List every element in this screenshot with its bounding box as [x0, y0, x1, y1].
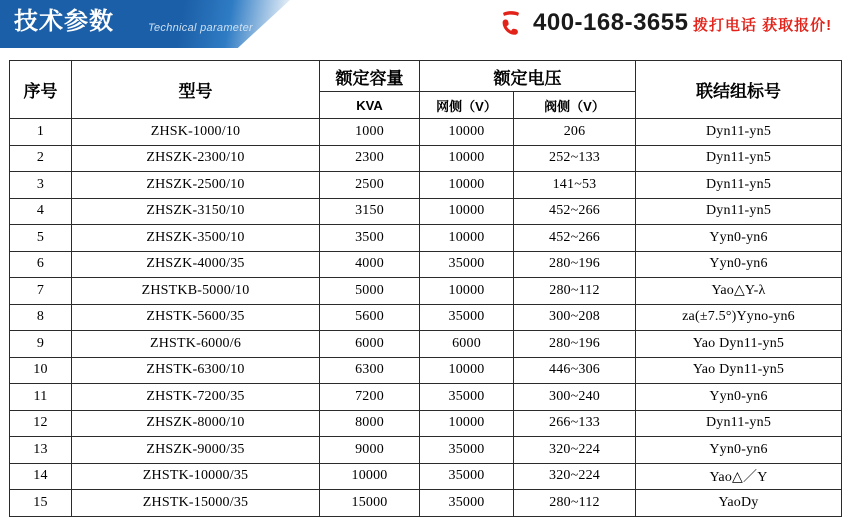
cell-model: ZHSZK-4000/35: [72, 251, 320, 278]
cell-model: ZHSTK-5600/35: [72, 304, 320, 331]
cell-kva: 3500: [320, 225, 420, 252]
cell-voltage-net: 6000: [420, 331, 514, 358]
cell-voltage-net: 10000: [420, 357, 514, 384]
cell-voltage-valve: 446~306: [514, 357, 636, 384]
page-title: 技术参数: [14, 8, 114, 35]
page-header: [0, 0, 850, 48]
table-row: [10, 331, 842, 358]
header-no: 序号: [10, 61, 72, 119]
table-row: [10, 198, 842, 225]
phone-number: 400-168-3655: [533, 9, 689, 36]
cell-voltage-net: 35000: [420, 384, 514, 411]
cell-voltage-valve: 320~224: [514, 437, 636, 464]
cell-group: Yao Dyn11-yn5: [636, 331, 842, 358]
cell-kva: 3150: [320, 198, 420, 225]
cell-voltage-valve: 280~196: [514, 331, 636, 358]
telephone-icon: [497, 10, 525, 36]
cell-model: ZHSZK-8000/10: [72, 410, 320, 437]
cell-group: Dyn11-yn5: [636, 172, 842, 199]
cell-kva: 6000: [320, 331, 420, 358]
cell-model: ZHSTK-7200/35: [72, 384, 320, 411]
cell-no: 7: [10, 278, 72, 305]
cell-voltage-net: 10000: [420, 172, 514, 199]
cell-model: ZHSZK-2500/10: [72, 172, 320, 199]
cell-no: 3: [10, 172, 72, 199]
page-subtitle: Technical parameter: [148, 22, 253, 34]
cell-no: 5: [10, 225, 72, 252]
cell-group: Yyn0-yn6: [636, 437, 842, 464]
table-row: [10, 251, 842, 278]
table-row: [10, 278, 842, 305]
cell-voltage-valve: 300~208: [514, 304, 636, 331]
table-body: [10, 119, 842, 517]
cell-group: Yyn0-yn6: [636, 384, 842, 411]
cell-voltage-valve: 280~112: [514, 490, 636, 517]
header-model: 型号: [72, 61, 320, 119]
cell-kva: 5600: [320, 304, 420, 331]
cell-group: YaoDy: [636, 490, 842, 517]
cell-group: za(±7.5°)Yyno-yn6: [636, 304, 842, 331]
table-row: [10, 304, 842, 331]
header-capacity: 额定容量: [320, 61, 420, 92]
cell-no: 9: [10, 331, 72, 358]
call-cta-text[interactable]: 拨打电话 获取报价!: [693, 17, 833, 34]
cell-group: Yao Dyn11-yn5: [636, 357, 842, 384]
cell-no: 6: [10, 251, 72, 278]
cell-voltage-valve: 320~224: [514, 463, 636, 490]
cell-group: Dyn11-yn5: [636, 119, 842, 146]
table-header: [10, 61, 842, 119]
cell-model: ZHSK-1000/10: [72, 119, 320, 146]
cell-model: ZHSZK-9000/35: [72, 437, 320, 464]
header-group: 联结组标号: [636, 61, 842, 119]
table-row: [10, 225, 842, 252]
table-header-row-1: [10, 61, 842, 92]
cell-voltage-net: 10000: [420, 119, 514, 146]
cell-no: 8: [10, 304, 72, 331]
cell-voltage-valve: 280~112: [514, 278, 636, 305]
header-voltage-net: 网侧（V）: [420, 92, 514, 119]
cell-no: 13: [10, 437, 72, 464]
cell-voltage-valve: 252~133: [514, 145, 636, 172]
table-row: [10, 384, 842, 411]
cell-kva: 2500: [320, 172, 420, 199]
header-voltage: 额定电压: [420, 61, 636, 92]
cell-voltage-valve: 452~266: [514, 198, 636, 225]
cell-voltage-net: 10000: [420, 145, 514, 172]
cell-group: Yyn0-yn6: [636, 225, 842, 252]
cell-voltage-valve: 141~53: [514, 172, 636, 199]
table-row: [10, 463, 842, 490]
cell-voltage-valve: 266~133: [514, 410, 636, 437]
cell-voltage-net: 10000: [420, 225, 514, 252]
cell-kva: 6300: [320, 357, 420, 384]
cell-kva: 9000: [320, 437, 420, 464]
table-row: [10, 145, 842, 172]
cell-group: Yao△Y-λ: [636, 278, 842, 305]
cell-group: Dyn11-yn5: [636, 410, 842, 437]
cell-no: 2: [10, 145, 72, 172]
cell-kva: 4000: [320, 251, 420, 278]
cell-group: Yyn0-yn6: [636, 251, 842, 278]
spec-table: [9, 60, 842, 517]
cell-voltage-net: 10000: [420, 198, 514, 225]
cell-kva: 7200: [320, 384, 420, 411]
header-capacity-unit: KVA: [320, 92, 420, 119]
cell-kva: 15000: [320, 490, 420, 517]
table-row: [10, 119, 842, 146]
cell-group: Yao△／Y: [636, 463, 842, 490]
cell-group: Dyn11-yn5: [636, 145, 842, 172]
cell-voltage-net: 35000: [420, 437, 514, 464]
table-row: [10, 410, 842, 437]
cell-kva: 2300: [320, 145, 420, 172]
cell-model: ZHSTK-6300/10: [72, 357, 320, 384]
cell-voltage-net: 35000: [420, 490, 514, 517]
cell-model: ZHSTK-10000/35: [72, 463, 320, 490]
table-row: [10, 490, 842, 517]
cell-no: 14: [10, 463, 72, 490]
table-row: [10, 357, 842, 384]
cell-model: ZHSTKB-5000/10: [72, 278, 320, 305]
cell-voltage-net: 35000: [420, 251, 514, 278]
cell-voltage-valve: 300~240: [514, 384, 636, 411]
cell-model: ZHSZK-2300/10: [72, 145, 320, 172]
cell-model: ZHSTK-15000/35: [72, 490, 320, 517]
cell-voltage-net: 35000: [420, 463, 514, 490]
cell-model: ZHSTK-6000/6: [72, 331, 320, 358]
cell-voltage-net: 10000: [420, 410, 514, 437]
cell-kva: 5000: [320, 278, 420, 305]
cell-voltage-valve: 206: [514, 119, 636, 146]
cell-kva: 1000: [320, 119, 420, 146]
cell-no: 1: [10, 119, 72, 146]
cell-no: 10: [10, 357, 72, 384]
table-row: [10, 172, 842, 199]
cell-model: ZHSZK-3500/10: [72, 225, 320, 252]
spec-table-container: [9, 60, 841, 517]
cell-voltage-valve: 452~266: [514, 225, 636, 252]
table-row: [10, 437, 842, 464]
cell-group: Dyn11-yn5: [636, 198, 842, 225]
cell-voltage-net: 35000: [420, 304, 514, 331]
cell-kva: 10000: [320, 463, 420, 490]
header-voltage-valve: 阀侧（V）: [514, 92, 636, 119]
cell-no: 11: [10, 384, 72, 411]
cell-no: 4: [10, 198, 72, 225]
cell-no: 12: [10, 410, 72, 437]
cell-kva: 8000: [320, 410, 420, 437]
cell-no: 15: [10, 490, 72, 517]
cell-voltage-valve: 280~196: [514, 251, 636, 278]
cell-voltage-net: 10000: [420, 278, 514, 305]
cell-model: ZHSZK-3150/10: [72, 198, 320, 225]
